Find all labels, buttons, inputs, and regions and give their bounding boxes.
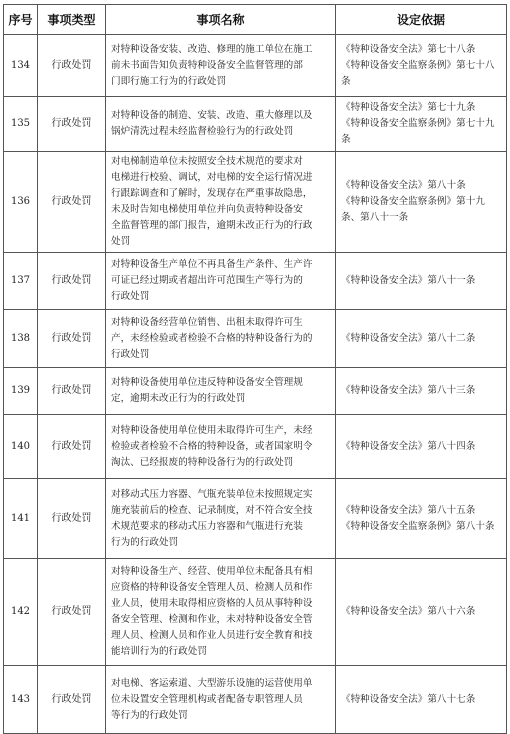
item-name-line: 可证已经过期或者超出许可范围生产等行为的 [111,275,303,286]
item-name-cell [106,253,336,310]
item-type-cell: 行政处罚 [38,35,106,97]
legal-basis-line: 《特种设备安全法》第八十七条 [341,693,476,705]
serial-no-cell: 141 [4,479,38,559]
item-name-line: 对特种设备生产单位不再具备生产条件、生产许 [111,259,313,270]
item-name-cell [106,368,336,415]
table-body [4,35,507,734]
table-row [4,666,507,734]
legal-basis-line: 《特种设备安全监察条例》第七十九 [341,118,495,129]
header-legal-basis: 设定依据 [336,5,507,35]
item-name-line: 定，逾期未改正行为的行政处罚 [111,393,246,404]
legal-basis-line: 《特种设备安全法》第八十条 [341,180,466,191]
item-name-line: 施充装前后的检查、记录制度，对不符合安全技 [111,504,313,516]
header-item-name: 事项名称 [106,5,336,35]
item-type-cell: 行政处罚 [38,152,106,253]
legal-basis-line: 条、第八十一条 [341,212,409,223]
serial-no-cell: 134 [4,35,38,97]
serial-no-cell: 143 [4,666,38,734]
table-row [4,152,507,253]
item-name-line: 行政处罚 [111,348,150,360]
item-name-line: 应资格的特种设备安全管理人员、检测人员和作 [111,582,313,593]
legal-basis-line: 《特种设备安全法》第八十六条 [341,606,476,617]
legal-basis-line: 条 [341,134,351,145]
item-type-cell: 行政处罚 [38,479,106,559]
item-name-line: 门即行施工行为的行政处罚 [111,75,227,87]
serial-no-cell: 137 [4,253,38,310]
item-name-line: 未及时告知电梯使用单位并向负责特种设备安 [111,204,303,215]
legal-basis-cell [336,666,507,734]
item-type-cell: 行政处罚 [38,310,106,368]
legal-basis-line: 《特种设备安全法》第八十二条 [341,332,476,344]
legal-basis-line: 《特种设备安全法》第七十八条 [341,43,476,55]
item-name-line: 对特种设备使用单位违反特种设备安全管理规 [111,377,303,388]
item-type-cell: 行政处罚 [38,666,106,734]
item-name-line: 等行为的行政处罚 [111,709,188,721]
item-name-line: 业人员，使用未取得相应资格的人员从事特种设 [111,598,313,609]
item-name-line: 行政处罚 [111,291,150,302]
item-name-line: 淘汰、已经报废的特种设备行为的行政处罚 [111,456,294,468]
item-name-cell [106,415,336,479]
item-name-line: 对特种设备的制造、安装、改造、重大修理以及 [111,110,313,121]
item-name-cell [106,35,336,97]
table-row [4,310,507,368]
item-name-cell [106,479,336,559]
item-name-line: 对特种设备安装、改造、修理的施工单位在施工 [111,43,313,55]
legal-basis-cell [336,415,507,479]
item-name-line: 备安全管理、检测和作业，未对特种设备安全管 [111,614,313,625]
legal-basis-cell [336,152,507,253]
legal-basis-cell [336,479,507,559]
item-name-line: 对特种设备使用单位使用未取得许可生产，未经 [111,424,313,436]
legal-basis-cell [336,253,507,310]
item-name-line: 全监督管理的部门报告，逾期未改正行为的行政 [111,220,313,231]
item-type-cell: 行政处罚 [38,415,106,479]
serial-no-cell: 139 [4,368,38,415]
legal-basis-line: 《特种设备安全监察条例》第七十八 [341,59,495,71]
header-serial-no: 序号 [4,5,38,35]
legal-basis-cell [336,97,507,152]
item-name-cell [106,310,336,368]
item-type-cell: 行政处罚 [38,97,106,152]
item-type-cell: 行政处罚 [38,253,106,310]
item-name-line: 位未设置安全管理机构或者配备专职管理人员 [111,693,303,705]
legal-basis-line: 《特种设备安全监察条例》第八十条 [341,520,495,532]
item-name-line: 对电梯、客运索道、大型游乐设施的运营使用单 [111,677,313,689]
item-name-line: 行跟踪调查和了解时，发现存在严重事故隐患， [111,188,313,199]
table-row [4,253,507,310]
item-name-cell [106,97,336,152]
legal-basis-line: 《特种设备安全法》第八十三条 [341,385,476,396]
item-name-line: 对电梯制造单位未按照安全技术规范的要求对 [111,156,303,167]
item-name-line: 理人员、检测人员和作业人员进行安全教育和技 [111,630,313,641]
table-row [4,368,507,415]
item-name-line: 对特种设备生产、经营、使用单位未配备具有相 [111,566,313,577]
item-name-cell [106,559,336,666]
legal-basis-cell [336,368,507,415]
legal-basis-cell [336,559,507,666]
legal-basis-line: 《特种设备安全法》第七十九条 [341,102,476,113]
legal-basis-line: 《特种设备安全法》第八十五条 [341,504,476,516]
item-name-line: 前未书面告知负责特种设备安全监督管理的部 [111,59,303,71]
legal-basis-cell [336,35,507,97]
serial-no-cell: 135 [4,97,38,152]
item-name-line: 能培训行为的行政处罚 [111,646,207,657]
legal-basis-cell [336,310,507,368]
serial-no-cell: 136 [4,152,38,253]
serial-no-cell: 142 [4,559,38,666]
table-row [4,479,507,559]
item-name-line: 对移动式压力容器、气瓶充装单位未按照规定实 [111,488,313,500]
item-name-line: 产，未经检验或者检验不合格的特种设备行为的 [111,332,313,344]
item-name-line: 电梯进行校验、调试，对电梯的安全运行情况进 [111,172,313,183]
item-type-cell: 行政处罚 [38,559,106,666]
table-row [4,415,507,479]
header-item-type: 事项类型 [38,5,106,35]
item-name-cell [106,152,336,253]
item-name-line: 锅炉清洗过程未经监督检验行为的行政处罚 [111,126,294,137]
item-name-line: 行为的行政处罚 [111,536,179,548]
table-row [4,559,507,666]
serial-no-cell: 140 [4,415,38,479]
item-name-line: 检验或者检验不合格的特种设备，或者国家明令 [111,440,313,452]
item-name-line: 对特种设备经营单位销售、出租未取得许可生 [111,316,303,328]
table-row [4,97,507,152]
item-name-line: 处罚 [111,236,131,247]
legal-basis-line: 《特种设备安全法》第八十四条 [341,440,476,452]
table-header-row [4,5,507,35]
item-type-cell: 行政处罚 [38,368,106,415]
legal-basis-line: 《特种设备安全监察条例》第十九 [341,196,485,207]
regulation-table [3,4,507,734]
regulation-table-page [3,4,506,734]
legal-basis-line: 条 [341,75,351,87]
legal-basis-line: 《特种设备安全法》第八十一条 [341,275,476,286]
serial-no-cell: 138 [4,310,38,368]
item-name-cell [106,666,336,734]
table-row [4,35,507,97]
item-name-line: 术规范要求的移动式压力容器和气瓶进行充装 [111,520,303,532]
